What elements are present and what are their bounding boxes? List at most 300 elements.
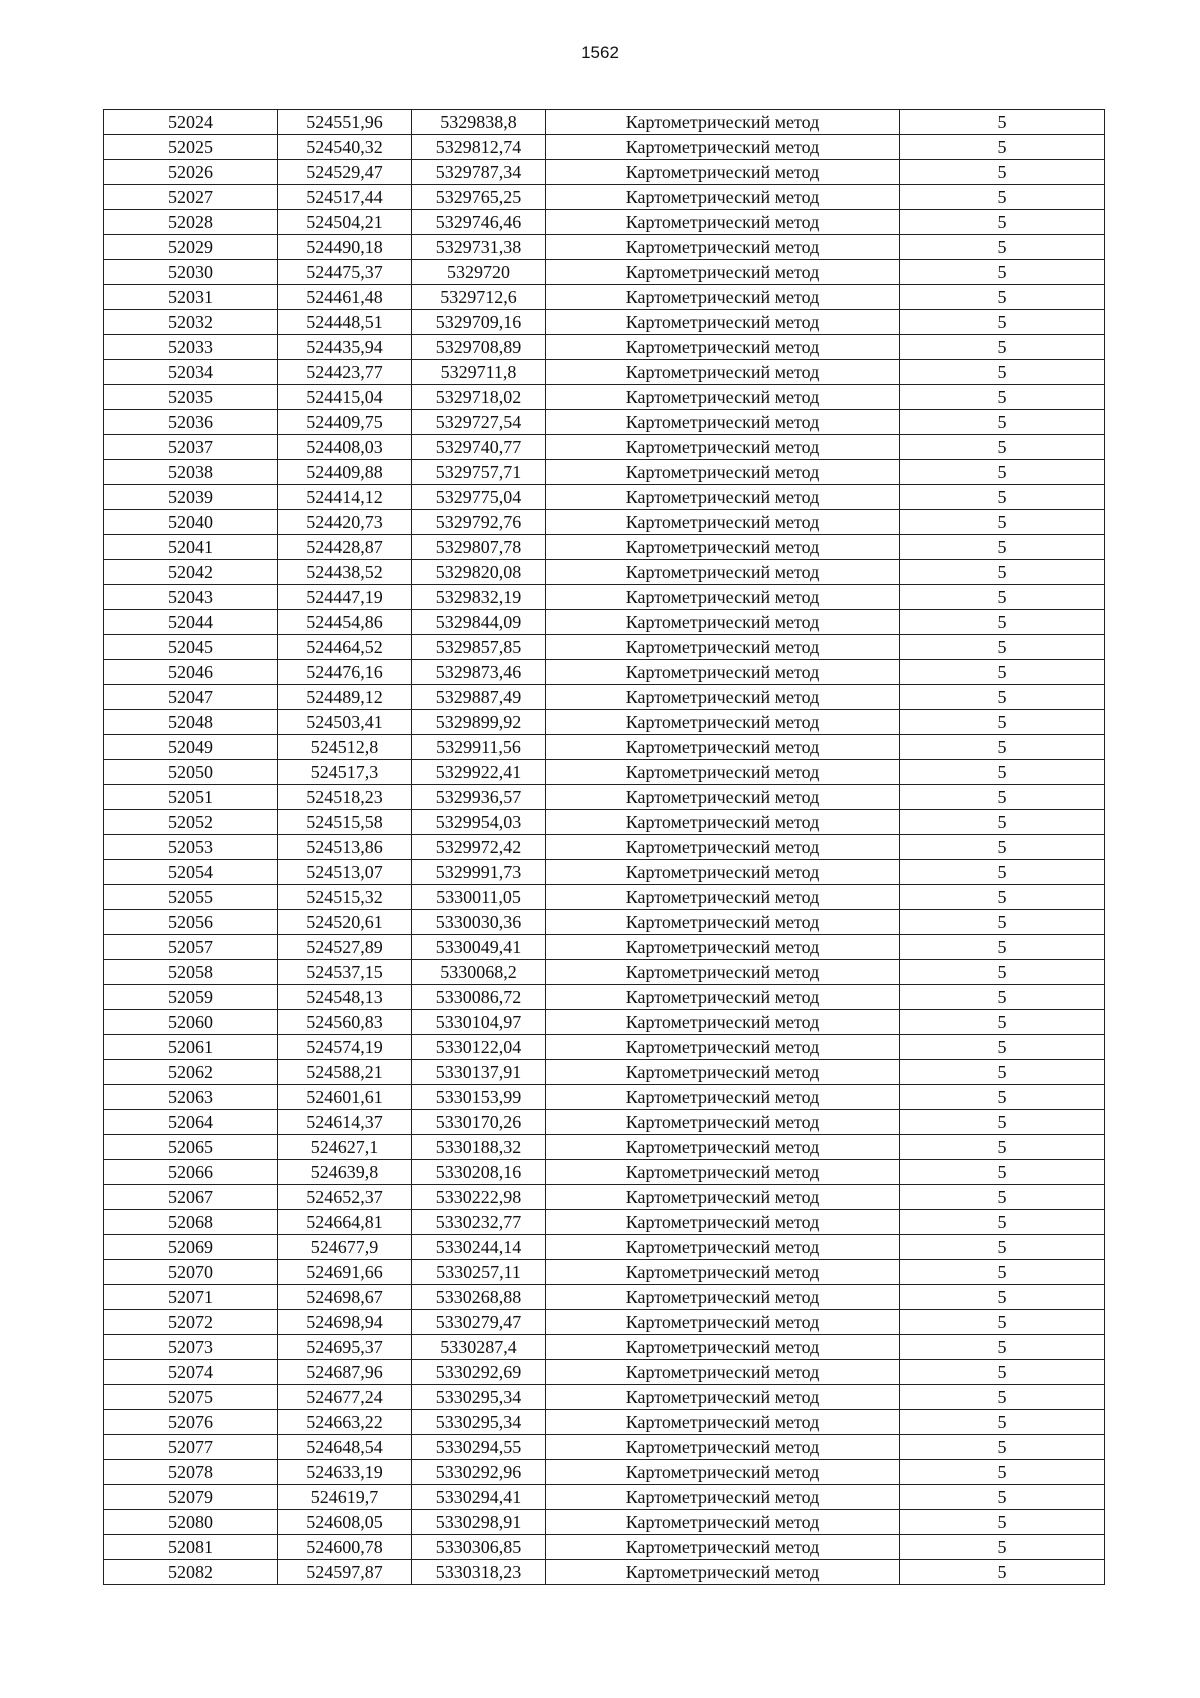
table-row	[104, 1160, 1105, 1185]
accuracy-cell: 5	[900, 560, 1105, 585]
method-cell: Картометрический метод	[546, 985, 900, 1010]
point-number-cell: 52068	[104, 1210, 278, 1235]
y-coordinate-cell: 5330122,04	[412, 1035, 546, 1060]
accuracy-cell: 5	[900, 1110, 1105, 1135]
y-coordinate-cell: 5330232,77	[412, 1210, 546, 1235]
method-cell: Картометрический метод	[546, 160, 900, 185]
table-row	[104, 1285, 1105, 1310]
x-coordinate-cell: 524454,86	[278, 610, 412, 635]
method-cell: Картометрический метод	[546, 110, 900, 135]
y-coordinate-cell: 5330306,85	[412, 1535, 546, 1560]
y-coordinate-cell: 5329820,08	[412, 560, 546, 585]
x-coordinate-cell: 524490,18	[278, 235, 412, 260]
point-number-cell: 52034	[104, 360, 278, 385]
method-cell: Картометрический метод	[546, 410, 900, 435]
point-number-cell: 52063	[104, 1085, 278, 1110]
x-coordinate-cell: 524537,15	[278, 960, 412, 985]
table-row	[104, 785, 1105, 810]
point-number-cell: 52031	[104, 285, 278, 310]
x-coordinate-cell: 524408,03	[278, 435, 412, 460]
table-row	[104, 1535, 1105, 1560]
method-cell: Картометрический метод	[546, 1110, 900, 1135]
table-row	[104, 910, 1105, 935]
accuracy-cell: 5	[900, 660, 1105, 685]
point-number-cell: 52078	[104, 1460, 278, 1485]
x-coordinate-cell: 524423,77	[278, 360, 412, 385]
y-coordinate-cell: 5329911,56	[412, 735, 546, 760]
point-number-cell: 52044	[104, 610, 278, 635]
accuracy-cell: 5	[900, 1185, 1105, 1210]
table-row	[104, 135, 1105, 160]
table-row	[104, 1360, 1105, 1385]
method-cell: Картометрический метод	[546, 635, 900, 660]
y-coordinate-cell: 5329765,25	[412, 185, 546, 210]
method-cell: Картометрический метод	[546, 135, 900, 160]
x-coordinate-cell: 524447,19	[278, 585, 412, 610]
point-number-cell: 52073	[104, 1335, 278, 1360]
y-coordinate-cell: 5329807,78	[412, 535, 546, 560]
x-coordinate-cell: 524517,3	[278, 760, 412, 785]
y-coordinate-cell: 5329838,8	[412, 110, 546, 135]
x-coordinate-cell: 524448,51	[278, 310, 412, 335]
y-coordinate-cell: 5329972,42	[412, 835, 546, 860]
y-coordinate-cell: 5330086,72	[412, 985, 546, 1010]
table-row	[104, 585, 1105, 610]
table-row	[104, 410, 1105, 435]
table-row	[104, 1335, 1105, 1360]
accuracy-cell: 5	[900, 1035, 1105, 1060]
y-coordinate-cell: 5329922,41	[412, 760, 546, 785]
accuracy-cell: 5	[900, 160, 1105, 185]
point-number-cell: 52050	[104, 760, 278, 785]
table-row	[104, 1435, 1105, 1460]
method-cell: Картометрический метод	[546, 435, 900, 460]
method-cell: Картометрический метод	[546, 1210, 900, 1235]
table-row	[104, 485, 1105, 510]
method-cell: Картометрический метод	[546, 1235, 900, 1260]
accuracy-cell: 5	[900, 635, 1105, 660]
table-row	[104, 1135, 1105, 1160]
x-coordinate-cell: 524691,66	[278, 1260, 412, 1285]
x-coordinate-cell: 524698,94	[278, 1310, 412, 1335]
accuracy-cell: 5	[900, 1085, 1105, 1110]
point-number-cell: 52037	[104, 435, 278, 460]
x-coordinate-cell: 524627,1	[278, 1135, 412, 1160]
y-coordinate-cell: 5330104,97	[412, 1010, 546, 1035]
accuracy-cell: 5	[900, 935, 1105, 960]
y-coordinate-cell: 5329812,74	[412, 135, 546, 160]
y-coordinate-cell: 5330137,91	[412, 1060, 546, 1085]
point-number-cell: 52046	[104, 660, 278, 685]
table-row	[104, 1060, 1105, 1085]
point-number-cell: 52039	[104, 485, 278, 510]
y-coordinate-cell: 5329991,73	[412, 860, 546, 885]
table-row	[104, 1260, 1105, 1285]
x-coordinate-cell: 524664,81	[278, 1210, 412, 1235]
x-coordinate-cell: 524515,32	[278, 885, 412, 910]
point-number-cell: 52077	[104, 1435, 278, 1460]
accuracy-cell: 5	[900, 610, 1105, 635]
method-cell: Картометрический метод	[546, 1535, 900, 1560]
accuracy-cell: 5	[900, 1010, 1105, 1035]
point-number-cell: 52055	[104, 885, 278, 910]
accuracy-cell: 5	[900, 710, 1105, 735]
table-row	[104, 185, 1105, 210]
x-coordinate-cell: 524677,24	[278, 1385, 412, 1410]
x-coordinate-cell: 524614,37	[278, 1110, 412, 1135]
table-row	[104, 385, 1105, 410]
x-coordinate-cell: 524515,58	[278, 810, 412, 835]
method-cell: Картометрический метод	[546, 885, 900, 910]
y-coordinate-cell: 5330222,98	[412, 1185, 546, 1210]
accuracy-cell: 5	[900, 460, 1105, 485]
x-coordinate-cell: 524639,8	[278, 1160, 412, 1185]
point-number-cell: 52066	[104, 1160, 278, 1185]
y-coordinate-cell: 5329711,8	[412, 360, 546, 385]
method-cell: Картометрический метод	[546, 785, 900, 810]
method-cell: Картометрический метод	[546, 1485, 900, 1510]
method-cell: Картометрический метод	[546, 485, 900, 510]
page-number: 1562	[581, 43, 619, 62]
y-coordinate-cell: 5329708,89	[412, 335, 546, 360]
table-row	[104, 560, 1105, 585]
x-coordinate-cell: 524687,96	[278, 1360, 412, 1385]
y-coordinate-cell: 5329746,46	[412, 210, 546, 235]
table-row	[104, 1235, 1105, 1260]
y-coordinate-cell: 5330287,4	[412, 1335, 546, 1360]
accuracy-cell: 5	[900, 135, 1105, 160]
accuracy-cell: 5	[900, 260, 1105, 285]
x-coordinate-cell: 524540,32	[278, 135, 412, 160]
accuracy-cell: 5	[900, 1135, 1105, 1160]
x-coordinate-cell: 524513,86	[278, 835, 412, 860]
table-row	[104, 235, 1105, 260]
table-row	[104, 710, 1105, 735]
x-coordinate-cell: 524663,22	[278, 1410, 412, 1435]
accuracy-cell: 5	[900, 1560, 1105, 1585]
table-row	[104, 810, 1105, 835]
y-coordinate-cell: 5329887,49	[412, 685, 546, 710]
table-row	[104, 1210, 1105, 1235]
x-coordinate-cell: 524633,19	[278, 1460, 412, 1485]
method-cell: Картометрический метод	[546, 1360, 900, 1385]
accuracy-cell: 5	[900, 1510, 1105, 1535]
table-row	[104, 435, 1105, 460]
point-number-cell: 52028	[104, 210, 278, 235]
table-row	[104, 285, 1105, 310]
y-coordinate-cell: 5330011,05	[412, 885, 546, 910]
accuracy-cell: 5	[900, 810, 1105, 835]
point-number-cell: 52082	[104, 1560, 278, 1585]
accuracy-cell: 5	[900, 960, 1105, 985]
x-coordinate-cell: 524475,37	[278, 260, 412, 285]
table-row	[104, 1510, 1105, 1535]
table-row	[104, 1085, 1105, 1110]
method-cell: Картометрический метод	[546, 385, 900, 410]
method-cell: Картометрический метод	[546, 935, 900, 960]
method-cell: Картометрический метод	[546, 660, 900, 685]
y-coordinate-cell: 5329712,6	[412, 285, 546, 310]
x-coordinate-cell: 524677,9	[278, 1235, 412, 1260]
method-cell: Картометрический метод	[546, 360, 900, 385]
table-row	[104, 260, 1105, 285]
method-cell: Картометрический метод	[546, 585, 900, 610]
y-coordinate-cell: 5329757,71	[412, 460, 546, 485]
table-row	[104, 310, 1105, 335]
accuracy-cell: 5	[900, 235, 1105, 260]
accuracy-cell: 5	[900, 860, 1105, 885]
y-coordinate-cell: 5330294,55	[412, 1435, 546, 1460]
table-row	[104, 460, 1105, 485]
method-cell: Картометрический метод	[546, 185, 900, 210]
accuracy-cell: 5	[900, 360, 1105, 385]
y-coordinate-cell: 5330295,34	[412, 1410, 546, 1435]
x-coordinate-cell: 524461,48	[278, 285, 412, 310]
accuracy-cell: 5	[900, 1310, 1105, 1335]
x-coordinate-cell: 524503,41	[278, 710, 412, 735]
method-cell: Картометрический метод	[546, 1560, 900, 1585]
accuracy-cell: 5	[900, 535, 1105, 560]
y-coordinate-cell: 5329709,16	[412, 310, 546, 335]
accuracy-cell: 5	[900, 310, 1105, 335]
table-row	[104, 1310, 1105, 1335]
x-coordinate-cell: 524601,61	[278, 1085, 412, 1110]
x-coordinate-cell: 524438,52	[278, 560, 412, 585]
point-number-cell: 52058	[104, 960, 278, 985]
point-number-cell: 52045	[104, 635, 278, 660]
point-number-cell: 52027	[104, 185, 278, 210]
table-row	[104, 335, 1105, 360]
y-coordinate-cell: 5329775,04	[412, 485, 546, 510]
accuracy-cell: 5	[900, 760, 1105, 785]
method-cell: Картометрический метод	[546, 610, 900, 635]
method-cell: Картометрический метод	[546, 460, 900, 485]
method-cell: Картометрический метод	[546, 285, 900, 310]
point-number-cell: 52051	[104, 785, 278, 810]
x-coordinate-cell: 524428,87	[278, 535, 412, 560]
point-number-cell: 52043	[104, 585, 278, 610]
x-coordinate-cell: 524698,67	[278, 1285, 412, 1310]
point-number-cell: 52029	[104, 235, 278, 260]
table-row	[104, 610, 1105, 635]
table-row	[104, 1460, 1105, 1485]
point-number-cell: 52062	[104, 1060, 278, 1085]
point-number-cell: 52054	[104, 860, 278, 885]
accuracy-cell: 5	[900, 885, 1105, 910]
table-row	[104, 1035, 1105, 1060]
y-coordinate-cell: 5330153,99	[412, 1085, 546, 1110]
table-row	[104, 1110, 1105, 1135]
point-number-cell: 52041	[104, 535, 278, 560]
x-coordinate-cell: 524420,73	[278, 510, 412, 535]
accuracy-cell: 5	[900, 1460, 1105, 1485]
table-row	[104, 110, 1105, 135]
y-coordinate-cell: 5329954,03	[412, 810, 546, 835]
accuracy-cell: 5	[900, 1435, 1105, 1460]
table-body	[104, 110, 1105, 1585]
point-number-cell: 52052	[104, 810, 278, 835]
accuracy-cell: 5	[900, 1210, 1105, 1235]
method-cell: Картометрический метод	[546, 1310, 900, 1335]
point-number-cell: 52038	[104, 460, 278, 485]
method-cell: Картометрический метод	[546, 235, 900, 260]
y-coordinate-cell: 5329899,92	[412, 710, 546, 735]
table-row	[104, 660, 1105, 685]
y-coordinate-cell: 5330279,47	[412, 1310, 546, 1335]
method-cell: Картометрический метод	[546, 1035, 900, 1060]
point-number-cell: 52080	[104, 1510, 278, 1535]
method-cell: Картометрический метод	[546, 1460, 900, 1485]
y-coordinate-cell: 5329720	[412, 260, 546, 285]
table-row	[104, 510, 1105, 535]
method-cell: Картометрический метод	[546, 710, 900, 735]
accuracy-cell: 5	[900, 185, 1105, 210]
method-cell: Картометрический метод	[546, 335, 900, 360]
x-coordinate-cell: 524548,13	[278, 985, 412, 1010]
method-cell: Картометрический метод	[546, 860, 900, 885]
point-number-cell: 52079	[104, 1485, 278, 1510]
x-coordinate-cell: 524608,05	[278, 1510, 412, 1535]
accuracy-cell: 5	[900, 910, 1105, 935]
method-cell: Картометрический метод	[546, 760, 900, 785]
table-row	[104, 985, 1105, 1010]
method-cell: Картометрический метод	[546, 910, 900, 935]
coordinates-table	[103, 109, 1105, 1585]
point-number-cell: 52075	[104, 1385, 278, 1410]
method-cell: Картометрический метод	[546, 1010, 900, 1035]
method-cell: Картометрический метод	[546, 685, 900, 710]
method-cell: Картометрический метод	[546, 1285, 900, 1310]
point-number-cell: 52040	[104, 510, 278, 535]
table-row	[104, 860, 1105, 885]
method-cell: Картометрический метод	[546, 810, 900, 835]
point-number-cell: 52033	[104, 335, 278, 360]
method-cell: Картометрический метод	[546, 210, 900, 235]
y-coordinate-cell: 5329936,57	[412, 785, 546, 810]
accuracy-cell: 5	[900, 285, 1105, 310]
y-coordinate-cell: 5329873,46	[412, 660, 546, 685]
table-row	[104, 535, 1105, 560]
method-cell: Картометрический метод	[546, 260, 900, 285]
x-coordinate-cell: 524409,88	[278, 460, 412, 485]
point-number-cell: 52072	[104, 1310, 278, 1335]
point-number-cell: 52053	[104, 835, 278, 860]
point-number-cell: 52049	[104, 735, 278, 760]
accuracy-cell: 5	[900, 510, 1105, 535]
accuracy-cell: 5	[900, 835, 1105, 860]
method-cell: Картометрический метод	[546, 535, 900, 560]
x-coordinate-cell: 524513,07	[278, 860, 412, 885]
point-number-cell: 52067	[104, 1185, 278, 1210]
x-coordinate-cell: 524648,54	[278, 1435, 412, 1460]
point-number-cell: 52069	[104, 1235, 278, 1260]
accuracy-cell: 5	[900, 1235, 1105, 1260]
x-coordinate-cell: 524652,37	[278, 1185, 412, 1210]
point-number-cell: 52076	[104, 1410, 278, 1435]
y-coordinate-cell: 5330292,96	[412, 1460, 546, 1485]
accuracy-cell: 5	[900, 1285, 1105, 1310]
accuracy-cell: 5	[900, 735, 1105, 760]
x-coordinate-cell: 524512,8	[278, 735, 412, 760]
table-row	[104, 635, 1105, 660]
x-coordinate-cell: 524551,96	[278, 110, 412, 135]
method-cell: Картометрический метод	[546, 1085, 900, 1110]
table-row	[104, 1410, 1105, 1435]
point-number-cell: 52032	[104, 310, 278, 335]
accuracy-cell: 5	[900, 1410, 1105, 1435]
y-coordinate-cell: 5330268,88	[412, 1285, 546, 1310]
y-coordinate-cell: 5329844,09	[412, 610, 546, 635]
point-number-cell: 52035	[104, 385, 278, 410]
point-number-cell: 52071	[104, 1285, 278, 1310]
method-cell: Картометрический метод	[546, 560, 900, 585]
point-number-cell: 52065	[104, 1135, 278, 1160]
y-coordinate-cell: 5330244,14	[412, 1235, 546, 1260]
method-cell: Картометрический метод	[546, 1185, 900, 1210]
method-cell: Картометрический метод	[546, 1060, 900, 1085]
y-coordinate-cell: 5330318,23	[412, 1560, 546, 1585]
table-row	[104, 760, 1105, 785]
accuracy-cell: 5	[900, 585, 1105, 610]
table-row	[104, 885, 1105, 910]
table-row	[104, 1185, 1105, 1210]
table-row	[104, 1010, 1105, 1035]
point-number-cell: 52042	[104, 560, 278, 585]
point-number-cell: 52074	[104, 1360, 278, 1385]
method-cell: Картометрический метод	[546, 1160, 900, 1185]
point-number-cell: 52048	[104, 710, 278, 735]
method-cell: Картометрический метод	[546, 1510, 900, 1535]
y-coordinate-cell: 5330049,41	[412, 935, 546, 960]
point-number-cell: 52070	[104, 1260, 278, 1285]
method-cell: Картометрический метод	[546, 835, 900, 860]
accuracy-cell: 5	[900, 1335, 1105, 1360]
accuracy-cell: 5	[900, 410, 1105, 435]
point-number-cell: 52036	[104, 410, 278, 435]
x-coordinate-cell: 524518,23	[278, 785, 412, 810]
y-coordinate-cell: 5329727,54	[412, 410, 546, 435]
y-coordinate-cell: 5329787,34	[412, 160, 546, 185]
accuracy-cell: 5	[900, 335, 1105, 360]
y-coordinate-cell: 5330030,36	[412, 910, 546, 935]
y-coordinate-cell: 5329731,38	[412, 235, 546, 260]
accuracy-cell: 5	[900, 985, 1105, 1010]
point-number-cell: 52047	[104, 685, 278, 710]
x-coordinate-cell: 524600,78	[278, 1535, 412, 1560]
accuracy-cell: 5	[900, 1535, 1105, 1560]
y-coordinate-cell: 5330068,2	[412, 960, 546, 985]
table-row	[104, 1485, 1105, 1510]
point-number-cell: 52060	[104, 1010, 278, 1035]
table-row	[104, 1560, 1105, 1585]
y-coordinate-cell: 5329832,19	[412, 585, 546, 610]
x-coordinate-cell: 524476,16	[278, 660, 412, 685]
y-coordinate-cell: 5329740,77	[412, 435, 546, 460]
accuracy-cell: 5	[900, 785, 1105, 810]
y-coordinate-cell: 5329718,02	[412, 385, 546, 410]
method-cell: Картометрический метод	[546, 1410, 900, 1435]
x-coordinate-cell: 524619,7	[278, 1485, 412, 1510]
method-cell: Картометрический метод	[546, 1385, 900, 1410]
y-coordinate-cell: 5330294,41	[412, 1485, 546, 1510]
point-number-cell: 52024	[104, 110, 278, 135]
accuracy-cell: 5	[900, 1360, 1105, 1385]
point-number-cell: 52061	[104, 1035, 278, 1060]
table-row	[104, 1385, 1105, 1410]
method-cell: Картометрический метод	[546, 310, 900, 335]
y-coordinate-cell: 5330208,16	[412, 1160, 546, 1185]
x-coordinate-cell: 524695,37	[278, 1335, 412, 1360]
